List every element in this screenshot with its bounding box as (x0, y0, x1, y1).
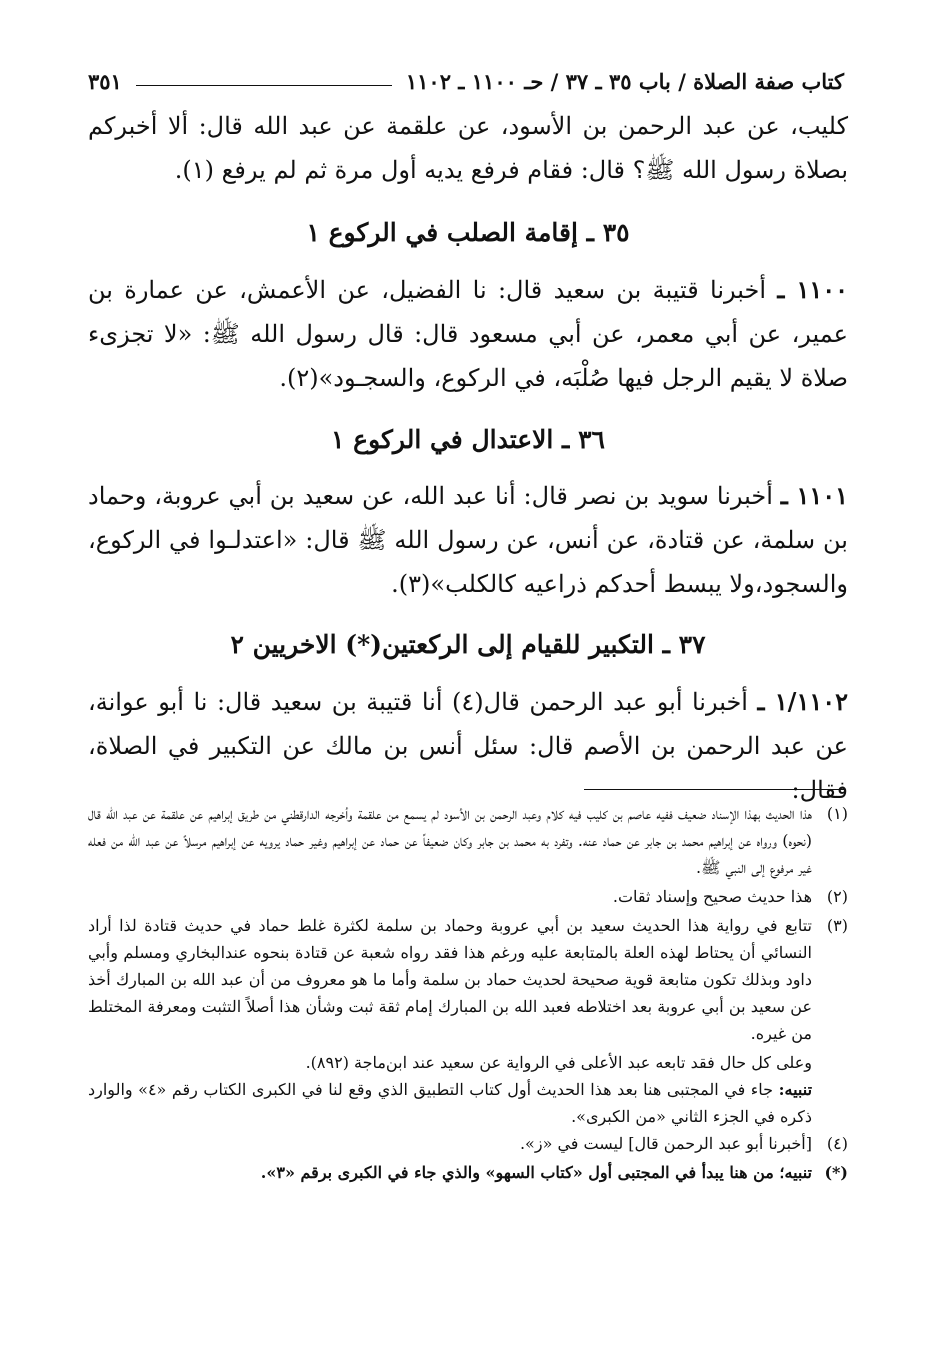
footnotes-section (88, 800, 848, 1188)
footnote-star (88, 1159, 848, 1186)
running-head-rule (136, 85, 392, 86)
page-number: ٣٥١ (88, 69, 122, 94)
hadith-1100-paragraph (88, 268, 848, 400)
hadith-1102-paragraph (88, 680, 848, 812)
hadith-1100-number: ١١٠٠ ـ (777, 275, 848, 304)
footnote-4-mark: (٤) (826, 1134, 848, 1153)
hadith-1102-number: ١/١١٠٢ ـ (757, 687, 848, 716)
running-head-title: كتاب صفة الصلاة / باب ٣٥ ـ ٣٧ / حـ ١١٠٠ ـ ١١٠٢ (405, 69, 844, 94)
section-36-heading: ٣٦ ـ الاعتدال في الركوع ١ (331, 425, 605, 454)
footnote-divider (584, 789, 844, 790)
hadith-1100-text: أخبرنا قتيبة بن سعيد قال: نا الفضيل، عن الأعمش، عن عمارة بن عمير، عن أبي معمر، عن أبي مسعود قال: قال رسول الله ﷺ: «لا تجزىء صلاة لا يقيم الرجل فيها صُلْبَه، في الركوع، والسجـود»(٢). (88, 276, 848, 392)
intro-paragraph-block (88, 104, 848, 192)
footnote-3-note-label: تنبيه: (778, 1080, 813, 1099)
footnote-2 (88, 883, 848, 910)
footnote-2-text: هذا حديث صحيح وإسناد ثقات. (612, 887, 812, 906)
footnote-1 (88, 800, 848, 881)
footnote-2-mark: (٢) (826, 887, 848, 906)
footnote-star-mark: (*) (824, 1163, 848, 1182)
footnote-4-text: [أخبرنا أبو عبد الرحمن قال] ليست في «ز». (519, 1134, 812, 1153)
section-37-heading: ٣٧ ـ التكبير للقيام إلى الركعتين(*) الاخريين ٢ (230, 630, 706, 659)
footnote-1-mark: (١) (826, 804, 848, 823)
hadith-1100-block (88, 268, 848, 400)
footnote-3-note-text: جاء في المجتبى هنا بعد هذا الحديث أول كتاب التطبيق الذي وقع لنا في الكبرى الكتاب رقم «٤» والوارد ذكره في الجزء الثاني «من الكبرى». (88, 1080, 812, 1126)
footnote-3 (88, 912, 848, 1047)
footnote-star-text: تنبيه؛ من هنا يبدأ في المجتبى أول «كتاب السهو» والذي جاء في الكبرى برقم «٣». (260, 1163, 812, 1182)
footnote-3-text: تتابع في رواية هذا الحديث سعيد بن أبي عروبة وحماد بن سلمة لكثرة غلط حماد في حديث قتادة لذا أراد النسائي أن يحتاط لهذه العلة بالمتابعة عليه ورغم هذا فقد رواه شعبة عن قتادة بنحوه عندالبخاري ومسلم وأبي داود وبذلك تكون متابعة قوية صحيحة لحديث حماد بن سلمة وأما ما هو معروف من أن عبد الله بن المبارك أخذ عن سعيد بن أبي عروبة بعد اختلاطه فعبد الله بن المبارك إمام ثقة ثبت وشأن هذا أصلاً التثبت ومعرفة المختلط من غيره. (88, 916, 812, 1043)
running-head (88, 58, 844, 94)
footnote-3-mark: (٣) (826, 916, 848, 935)
hadith-1102-block (88, 680, 848, 812)
footnote-3-continuation: وعلى كل حال فقد تابعه عبد الأعلى في الرواية عن سعيد عند ابن‌ماجة (٨٩٢). (305, 1053, 812, 1072)
intro-paragraph: كليب، عن عبد الرحمن بن الأسود، عن علقمة عن عبد الله قال: ألا أخبركم بصلاة رسول الله ﷺ؟ قال: فقام فرفع يديه أول مرة ثم لم يرفع (١). (88, 112, 848, 184)
hadith-1102-text: أخبرنا أبو عبد الرحمن قال(٤) أنا قتيبة بن سعيد قال: نا أبو عوانة، عن عبد الرحمن بن الأصم قال: سئل أنس بن مالك عن التكبير في الصلاة، فقال: (88, 688, 848, 804)
section-35-heading: ٣٥ ـ إقامة الصلب في الركوع ١ (306, 218, 630, 247)
footnote-4 (88, 1130, 848, 1157)
footnote-1-text: هذا الحديث بهذا الإسناد ضعيف ففيه عاصم بن كليب فيه كلام وعبد الرحمن بن الأسود لم يسمع من علقمة وأخرجه الدارقطني من طريق إبراهيم عن علقمة عن عبد الله قال (نحوه) ورواه عن إبراهيم محمد بن جابر عن حماد عنه. وتفرد به محمد بن جابر وكان ضعيفاً عن حماد عن إبراهيم وغير حماد يرويه عن إبراهيم مرسلاً عن عبد الله من فعله غير مرفوع إلى النبي ﷺ. (88, 804, 812, 877)
footnote-3-note (88, 1076, 848, 1130)
hadith-1101-block (88, 474, 848, 606)
hadith-1101-text: أخبرنا سويد بن نصر قال: أنا عبد الله، عن سعيد بن أبي عروبة، وحماد بن سلمة، عن قتادة، عن أنس، عن رسول الله ﷺ قال: «اعتدلـوا في الركوع، والسجود،ولا يبسط أحدكم ذراعيه كالكلب»(٣). (88, 482, 848, 598)
hadith-1101-number: ١١٠١ ـ (780, 481, 848, 510)
hadith-1101-paragraph (88, 474, 848, 606)
